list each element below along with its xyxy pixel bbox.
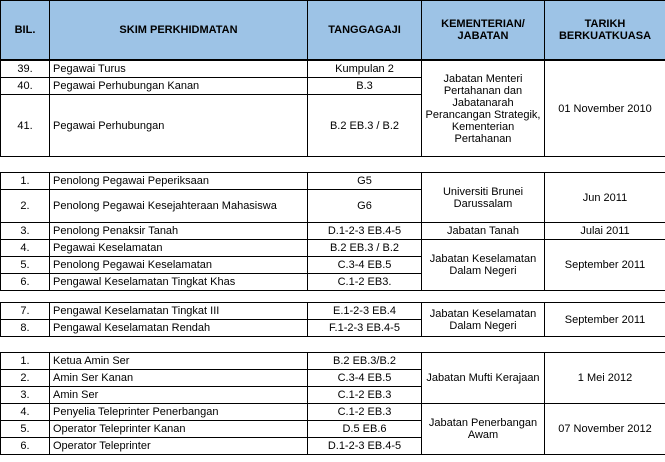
tarikh-cell: September 2011 — [545, 240, 665, 291]
tanggagaji-cell: C.3-4 EB.5 — [308, 257, 422, 274]
bil-cell: 8. — [1, 320, 50, 337]
bil-cell: 2. — [1, 190, 50, 223]
tanggagaji-cell: B.2 EB.3/B.2 — [308, 353, 422, 370]
tanggagaji-cell: D.5 EB.6 — [308, 421, 422, 438]
skim-cell: Pengawal Keselamatan Tingkat Khas — [50, 274, 308, 291]
kementerian-cell: Jabatan Penerbangan Awam — [422, 404, 545, 455]
group-table — [0, 352, 665, 455]
tarikh-cell: 07 November 2012 — [545, 404, 665, 455]
tanggagaji-cell: G5 — [308, 173, 422, 190]
bil-cell: 1. — [1, 173, 50, 190]
group-table — [0, 172, 665, 291]
header-tanggagaji: TANGGAGAJI — [308, 1, 422, 60]
bil-cell: 7. — [1, 303, 50, 320]
tanggagaji-cell: F.1-2-3 EB.4-5 — [308, 320, 422, 337]
header-row — [1, 1, 665, 60]
skim-cell: Penolong Pegawai Peperiksaan — [50, 173, 308, 190]
bil-cell: 3. — [1, 387, 50, 404]
tanggagaji-cell: B.2 EB.3 / B.2 — [308, 240, 422, 257]
skim-cell: Pegawai Perhubungan Kanan — [50, 78, 308, 95]
bil-cell: 4. — [1, 404, 50, 421]
bil-cell: 5. — [1, 257, 50, 274]
table-row — [1, 223, 665, 240]
skim-cell: Operator Teleprinter — [50, 438, 308, 455]
bil-cell: 2. — [1, 370, 50, 387]
kementerian-cell: Jabatan Keselamatan Dalam Negeri — [422, 303, 545, 337]
bil-cell: 41. — [1, 95, 50, 157]
bil-cell: 3. — [1, 223, 50, 240]
tanggagaji-cell: Kumpulan 2 — [308, 61, 422, 78]
skim-cell: Pegawai Keselamatan — [50, 240, 308, 257]
table-row — [1, 173, 665, 190]
skim-cell: Amin Ser Kanan — [50, 370, 308, 387]
bil-cell: 39. — [1, 61, 50, 78]
tanggagaji-cell: E.1-2-3 EB.4 — [308, 303, 422, 320]
group-table — [0, 60, 665, 157]
skim-cell: Ketua Amin Ser — [50, 353, 308, 370]
skim-cell: Amin Ser — [50, 387, 308, 404]
tanggagaji-cell: C.3-4 EB.5 — [308, 370, 422, 387]
table-row — [1, 303, 665, 320]
tarikh-cell: Jun 2011 — [545, 173, 665, 223]
header-tarikh: TARIKH BERKUATKUASA — [545, 1, 665, 60]
tanggagaji-cell: D.1-2-3 EB.4-5 — [308, 438, 422, 455]
bil-cell: 5. — [1, 421, 50, 438]
bil-cell: 1. — [1, 353, 50, 370]
skim-cell: Penolong Pegawai Keselamatan — [50, 257, 308, 274]
tarikh-cell: Julai 2011 — [545, 223, 665, 240]
skim-cell: Penolong Penaksir Tanah — [50, 223, 308, 240]
kementerian-cell: Jabatan Mufti Kerajaan — [422, 353, 545, 404]
header-bil: BIL. — [1, 1, 50, 60]
header-table — [0, 0, 665, 60]
tarikh-cell: September 2011 — [545, 303, 665, 337]
kementerian-cell: Universiti Brunei Darussalam — [422, 173, 545, 223]
bil-cell: 6. — [1, 438, 50, 455]
bil-cell: 4. — [1, 240, 50, 257]
skim-cell: Penolong Pegawai Kesejahteraan Mahasiswa — [50, 190, 308, 223]
kementerian-cell: Jabatan Tanah — [422, 223, 545, 240]
tarikh-cell: 1 Mei 2012 — [545, 353, 665, 404]
kementerian-cell: Jabatan Menteri Pertahanan dan Jabatanarah Perancangan Strategik, Kementerian Pertahanan — [422, 61, 545, 157]
tanggagaji-cell: C.1-2 EB3. — [308, 274, 422, 291]
tanggagaji-cell: B.3 — [308, 78, 422, 95]
skim-cell: Penyelia Teleprinter Penerbangan — [50, 404, 308, 421]
group-table — [0, 302, 665, 337]
tarikh-cell: 01 November 2010 — [545, 61, 665, 157]
tanggagaji-cell: C.1-2 EB.3 — [308, 387, 422, 404]
skim-cell: Pengawal Keselamatan Rendah — [50, 320, 308, 337]
bil-cell: 6. — [1, 274, 50, 291]
header-skim: SKIM PERKHIDMATAN — [50, 1, 308, 60]
table-row — [1, 404, 665, 421]
kementerian-cell: Jabatan Keselamatan Dalam Negeri — [422, 240, 545, 291]
table-row — [1, 240, 665, 257]
tanggagaji-cell: C.1-2 EB.3 — [308, 404, 422, 421]
skim-cell: Pengawal Keselamatan Tingkat III — [50, 303, 308, 320]
header-kementerian: KEMENTERIAN/ JABATAN — [422, 1, 545, 60]
skim-cell: Pegawai Turus — [50, 61, 308, 78]
tanggagaji-cell: D.1-2-3 EB.4-5 — [308, 223, 422, 240]
tanggagaji-cell: G6 — [308, 190, 422, 223]
bil-cell: 40. — [1, 78, 50, 95]
table-row — [1, 353, 665, 370]
tanggagaji-cell: B.2 EB.3 / B.2 — [308, 95, 422, 157]
table-row — [1, 61, 665, 78]
skim-cell: Operator Teleprinter Kanan — [50, 421, 308, 438]
skim-cell: Pegawai Perhubungan — [50, 95, 308, 157]
